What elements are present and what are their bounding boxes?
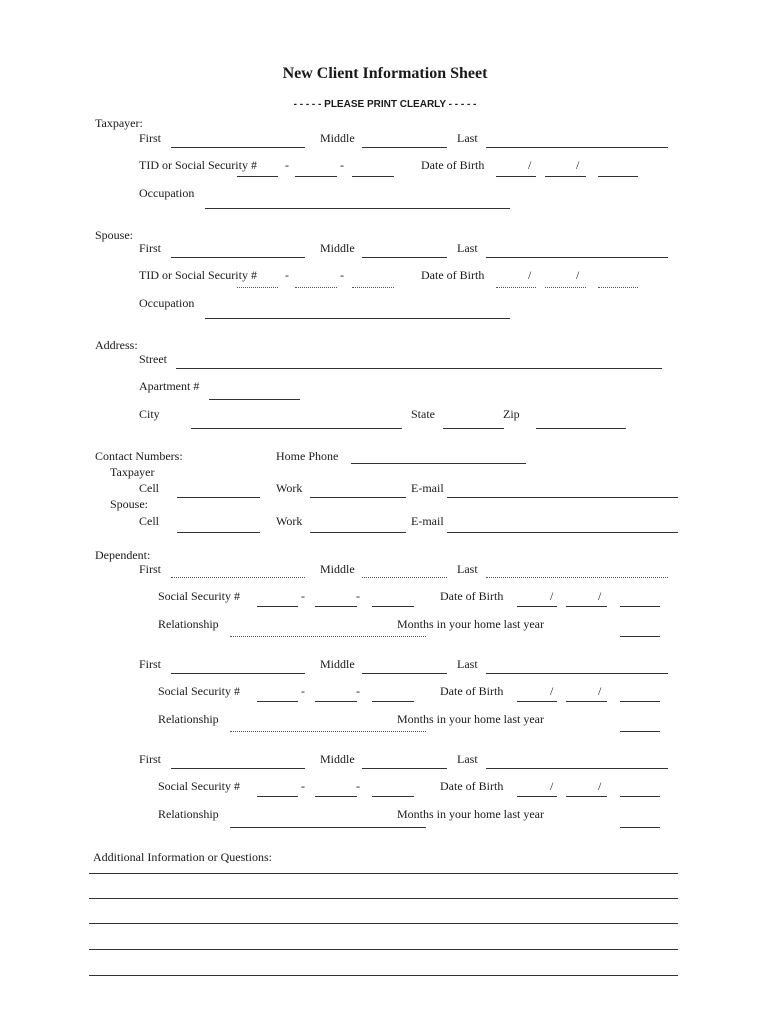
dependent2-months-label: Months in your home last year [397, 712, 544, 726]
dependent2-last-field[interactable] [486, 673, 668, 674]
dependent2-middle-label: Middle [320, 657, 355, 671]
dependent-heading: Dependent: [95, 548, 151, 562]
zip-field[interactable] [536, 428, 626, 429]
dependent3-relationship-label: Relationship [158, 807, 219, 821]
taxpayer-middle-field[interactable] [362, 147, 447, 148]
spouse-email-field[interactable] [447, 532, 678, 533]
dependent3-ssn-label: Social Security # [158, 779, 240, 793]
spouse-tid-dash-1: - [285, 268, 289, 282]
print-clearly-note: - - - - - PLEASE PRINT CLEARLY - - - - - [293, 99, 477, 110]
dependent1-last-field[interactable] [486, 577, 668, 578]
dependent3-last-field[interactable] [486, 768, 668, 769]
state-label: State [411, 407, 435, 421]
state-field[interactable] [443, 428, 504, 429]
additional-line-2[interactable] [89, 898, 678, 899]
city-field[interactable] [191, 428, 402, 429]
dependent2-dob-month-field[interactable] [517, 701, 557, 702]
dependent3-months-field[interactable] [620, 827, 660, 828]
taxpayer-email-label: E-mail [411, 481, 444, 495]
taxpayer-tid-part3-field[interactable] [352, 176, 394, 177]
dependent3-dob-slash-1: / [550, 779, 554, 793]
additional-line-3[interactable] [89, 923, 678, 924]
home-phone-label: Home Phone [276, 449, 339, 463]
page-title: New Client Information Sheet [282, 65, 488, 82]
spouse-tid-part1-field[interactable] [237, 287, 278, 288]
dependent3-dob-slash-2: / [598, 779, 602, 793]
dependent2-dob-year-field[interactable] [620, 701, 660, 702]
spouse-cell-field[interactable] [177, 532, 260, 533]
spouse-dob-day-field[interactable] [545, 287, 586, 288]
apartment-field[interactable] [209, 399, 300, 400]
spouse-occupation-label: Occupation [139, 296, 195, 310]
dependent3-dob-label: Date of Birth [440, 779, 504, 793]
spouse-work-field[interactable] [310, 532, 406, 533]
contact-taxpayer-label: Taxpayer [110, 465, 155, 479]
dependent1-dob-day-field[interactable] [566, 606, 607, 607]
dependent2-ssn-part2-field[interactable] [315, 701, 357, 702]
dependent2-first-label: First [139, 657, 162, 671]
taxpayer-dob-month-field[interactable] [496, 176, 536, 177]
dependent1-months-label: Months in your home last year [397, 617, 544, 631]
additional-line-4[interactable] [89, 949, 678, 950]
dependent2-ssn-part1-field[interactable] [257, 701, 298, 702]
spouse-tid-part3-field[interactable] [352, 287, 394, 288]
dependent3-middle-label: Middle [320, 752, 355, 766]
dependent3-dob-month-field[interactable] [517, 796, 557, 797]
dependent1-dob-month-field[interactable] [517, 606, 557, 607]
taxpayer-dob-day-field[interactable] [545, 176, 586, 177]
spouse-dob-slash-1: / [528, 268, 532, 282]
dependent3-dob-year-field[interactable] [620, 796, 660, 797]
city-label: City [139, 407, 160, 421]
spouse-dob-month-field[interactable] [496, 287, 536, 288]
spouse-dob-slash-2: / [576, 268, 580, 282]
dependent1-relationship-label: Relationship [158, 617, 219, 631]
dependent3-first-label: First [139, 752, 162, 766]
dependent1-ssn-label: Social Security # [158, 589, 240, 603]
taxpayer-work-field[interactable] [310, 497, 406, 498]
dependent2-ssn-label: Social Security # [158, 684, 240, 698]
dependent3-last-label: Last [457, 752, 478, 766]
apartment-label: Apartment # [139, 379, 200, 393]
taxpayer-dob-slash-1: / [528, 158, 532, 172]
dependent2-dob-label: Date of Birth [440, 684, 504, 698]
spouse-first-label: First [139, 241, 162, 255]
spouse-middle-label: Middle [320, 241, 355, 255]
dependent3-ssn-dash-1: - [301, 779, 305, 793]
taxpayer-tid-part2-field[interactable] [295, 176, 337, 177]
taxpayer-dob-label: Date of Birth [421, 158, 485, 172]
dependent3-dob-day-field[interactable] [566, 796, 607, 797]
dependent1-ssn-part1-field[interactable] [257, 606, 298, 607]
dependent1-dob-slash-2: / [598, 589, 602, 603]
additional-line-1[interactable] [89, 873, 678, 874]
spouse-tid-part2-field[interactable] [295, 287, 337, 288]
dependent2-ssn-dash-2: - [356, 684, 360, 698]
dependent1-ssn-dash-1: - [301, 589, 305, 603]
taxpayer-occupation-label: Occupation [139, 186, 195, 200]
contact-heading: Contact Numbers: [95, 449, 183, 463]
spouse-tid-dash-2: - [340, 268, 344, 282]
dependent1-relationship-field[interactable] [230, 636, 426, 637]
spouse-tid-label: TID or Social Security # [139, 268, 257, 282]
taxpayer-cell-field[interactable] [177, 497, 260, 498]
taxpayer-work-label: Work [276, 481, 303, 495]
dependent2-dob-slash-2: / [598, 684, 602, 698]
dependent1-last-label: Last [457, 562, 478, 576]
taxpayer-last-field[interactable] [486, 147, 668, 148]
dependent3-ssn-part3-field[interactable] [372, 796, 414, 797]
dependent2-ssn-part3-field[interactable] [372, 701, 414, 702]
dependent3-ssn-part1-field[interactable] [257, 796, 298, 797]
spouse-dob-year-field[interactable] [598, 287, 638, 288]
dependent1-dob-label: Date of Birth [440, 589, 504, 603]
spouse-dob-label: Date of Birth [421, 268, 485, 282]
taxpayer-tid-dash-1: - [285, 158, 289, 172]
dependent1-ssn-part2-field[interactable] [315, 606, 357, 607]
spouse-occupation-field[interactable] [205, 318, 510, 319]
taxpayer-first-field[interactable] [171, 147, 305, 148]
taxpayer-dob-year-field[interactable] [598, 176, 638, 177]
home-phone-field[interactable] [351, 463, 526, 464]
taxpayer-first-label: First [139, 131, 162, 145]
taxpayer-last-label: Last [457, 131, 478, 145]
dependent1-months-field[interactable] [620, 636, 660, 637]
dependent3-months-label: Months in your home last year [397, 807, 544, 821]
contact-spouse-label: Spouse: [110, 497, 149, 511]
taxpayer-cell-label: Cell [139, 481, 159, 495]
spouse-email-label: E-mail [411, 514, 444, 528]
spouse-work-label: Work [276, 514, 303, 528]
additional-line-5[interactable] [89, 975, 678, 976]
dependent2-middle-field[interactable] [362, 673, 447, 674]
spouse-heading: Spouse: [95, 228, 134, 242]
dependent1-middle-field[interactable] [362, 577, 447, 578]
dependent2-first-field[interactable] [171, 673, 305, 674]
dependent3-ssn-dash-2: - [356, 779, 360, 793]
spouse-middle-field[interactable] [362, 257, 447, 258]
street-field[interactable] [176, 368, 662, 369]
additional-heading: Additional Information or Questions: [93, 850, 272, 864]
dependent2-ssn-dash-1: - [301, 684, 305, 698]
taxpayer-dob-slash-2: / [576, 158, 580, 172]
taxpayer-tid-label: TID or Social Security # [139, 158, 257, 172]
spouse-last-field[interactable] [486, 257, 668, 258]
dependent1-ssn-part3-field[interactable] [372, 606, 414, 607]
taxpayer-tid-dash-2: - [340, 158, 344, 172]
dependent1-dob-year-field[interactable] [620, 606, 660, 607]
taxpayer-occupation-field[interactable] [205, 208, 510, 209]
dependent2-dob-day-field[interactable] [566, 701, 607, 702]
dependent3-relationship-field[interactable] [230, 827, 426, 828]
taxpayer-middle-label: Middle [320, 131, 355, 145]
dependent2-relationship-field[interactable] [230, 731, 426, 732]
taxpayer-email-field[interactable] [447, 497, 678, 498]
spouse-cell-label: Cell [139, 514, 159, 528]
dependent1-first-field[interactable] [171, 577, 305, 578]
dependent2-months-field[interactable] [620, 731, 660, 732]
dependent3-first-field[interactable] [171, 768, 305, 769]
dependent2-dob-slash-1: / [550, 684, 554, 698]
dependent2-last-label: Last [457, 657, 478, 671]
street-label: Street [139, 352, 167, 366]
address-heading: Address: [95, 338, 138, 352]
dependent2-relationship-label: Relationship [158, 712, 219, 726]
spouse-last-label: Last [457, 241, 478, 255]
zip-label: Zip [503, 407, 520, 421]
dependent1-first-label: First [139, 562, 162, 576]
taxpayer-tid-part1-field[interactable] [237, 176, 278, 177]
dependent1-dob-slash-1: / [550, 589, 554, 603]
taxpayer-heading: Taxpayer: [95, 116, 143, 130]
dependent3-ssn-part2-field[interactable] [315, 796, 357, 797]
dependent1-ssn-dash-2: - [356, 589, 360, 603]
spouse-first-field[interactable] [171, 257, 305, 258]
dependent3-middle-field[interactable] [362, 768, 447, 769]
dependent1-middle-label: Middle [320, 562, 355, 576]
